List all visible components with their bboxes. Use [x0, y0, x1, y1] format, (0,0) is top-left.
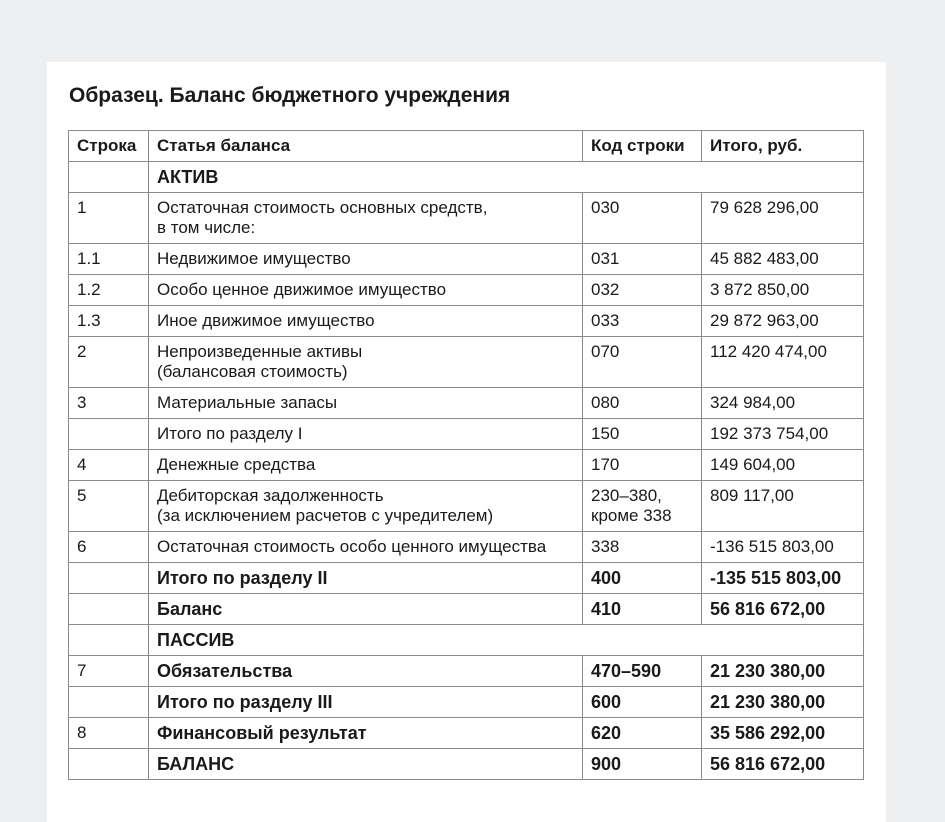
row-item: Иное движимое имущество	[149, 306, 583, 337]
balance-table	[68, 130, 864, 780]
row-number	[69, 419, 149, 450]
row-total: 45 882 483,00	[702, 244, 864, 275]
row-total: 35 586 292,00	[702, 718, 864, 749]
row-code: 031	[583, 244, 702, 275]
row-item: Остаточная стоимость основных средств, в том числе:	[149, 193, 583, 244]
row-item: Остаточная стоимость особо ценного имущества	[149, 532, 583, 563]
section-row-liabilities	[69, 625, 864, 656]
section-spacer	[69, 162, 149, 193]
row-total: 324 984,00	[702, 388, 864, 419]
table-row	[69, 337, 864, 388]
section-label-liabilities: ПАССИВ	[149, 625, 864, 656]
section-row-assets	[69, 162, 864, 193]
row-number: 6	[69, 532, 149, 563]
row-total: 112 420 474,00	[702, 337, 864, 388]
row-number	[69, 687, 149, 718]
row-code: 470–590	[583, 656, 702, 687]
row-item: Денежные средства	[149, 450, 583, 481]
page-title: Образец. Баланс бюджетного учреждения	[69, 84, 511, 107]
header-code: Код строки	[583, 131, 702, 162]
row-code: 620	[583, 718, 702, 749]
row-item: Итого по разделу II	[149, 563, 583, 594]
table-row	[69, 450, 864, 481]
row-number: 1.3	[69, 306, 149, 337]
row-total: 79 628 296,00	[702, 193, 864, 244]
row-item: Итого по разделу III	[149, 687, 583, 718]
table-row	[69, 306, 864, 337]
table-row	[69, 388, 864, 419]
table-row	[69, 656, 864, 687]
row-code: 170	[583, 450, 702, 481]
table-row-total	[69, 749, 864, 780]
header-row-number: Строка	[69, 131, 149, 162]
table-row-subtotal	[69, 594, 864, 625]
row-item: БАЛАНС	[149, 749, 583, 780]
row-number	[69, 594, 149, 625]
row-total: 809 117,00	[702, 481, 864, 532]
table-row	[69, 532, 864, 563]
table-row	[69, 193, 864, 244]
row-code: 070	[583, 337, 702, 388]
row-code: 033	[583, 306, 702, 337]
row-item: Обязательства	[149, 656, 583, 687]
table-row-subtotal	[69, 687, 864, 718]
row-total: 56 816 672,00	[702, 594, 864, 625]
table-row	[69, 244, 864, 275]
section-spacer	[69, 625, 149, 656]
row-total: 3 872 850,00	[702, 275, 864, 306]
row-item: Финансовый результат	[149, 718, 583, 749]
row-number: 1.1	[69, 244, 149, 275]
row-number: 1	[69, 193, 149, 244]
row-item: Баланс	[149, 594, 583, 625]
row-total: 21 230 380,00	[702, 687, 864, 718]
row-number	[69, 563, 149, 594]
row-item: Материальные запасы	[149, 388, 583, 419]
row-item: Непроизведенные активы (балансовая стоимость)	[149, 337, 583, 388]
row-total: 29 872 963,00	[702, 306, 864, 337]
row-total: -135 515 803,00	[702, 563, 864, 594]
row-number	[69, 749, 149, 780]
header-total: Итого, руб.	[702, 131, 864, 162]
row-item: Итого по разделу I	[149, 419, 583, 450]
row-code: 410	[583, 594, 702, 625]
table-row	[69, 481, 864, 532]
row-total: 56 816 672,00	[702, 749, 864, 780]
row-code: 900	[583, 749, 702, 780]
row-number: 1.2	[69, 275, 149, 306]
row-code: 030	[583, 193, 702, 244]
row-number: 2	[69, 337, 149, 388]
row-number: 4	[69, 450, 149, 481]
table-row	[69, 275, 864, 306]
section-label-assets: АКТИВ	[149, 162, 864, 193]
row-item: Особо ценное движимое имущество	[149, 275, 583, 306]
row-number: 3	[69, 388, 149, 419]
row-code: 230–380, кроме 338	[583, 481, 702, 532]
row-total: -136 515 803,00	[702, 532, 864, 563]
row-number: 8	[69, 718, 149, 749]
row-code: 080	[583, 388, 702, 419]
row-item: Недвижимое имущество	[149, 244, 583, 275]
row-number: 5	[69, 481, 149, 532]
row-total: 149 604,00	[702, 450, 864, 481]
header-item: Статья баланса	[149, 131, 583, 162]
row-total: 192 373 754,00	[702, 419, 864, 450]
row-code: 600	[583, 687, 702, 718]
row-code: 400	[583, 563, 702, 594]
table-row	[69, 718, 864, 749]
row-number: 7	[69, 656, 149, 687]
row-code: 338	[583, 532, 702, 563]
row-code: 150	[583, 419, 702, 450]
row-code: 032	[583, 275, 702, 306]
table-header-row	[69, 131, 864, 162]
row-item: Дебиторская задолженность (за исключением расчетов с учредителем)	[149, 481, 583, 532]
table-row-subtotal	[69, 563, 864, 594]
table-row	[69, 419, 864, 450]
row-total: 21 230 380,00	[702, 656, 864, 687]
